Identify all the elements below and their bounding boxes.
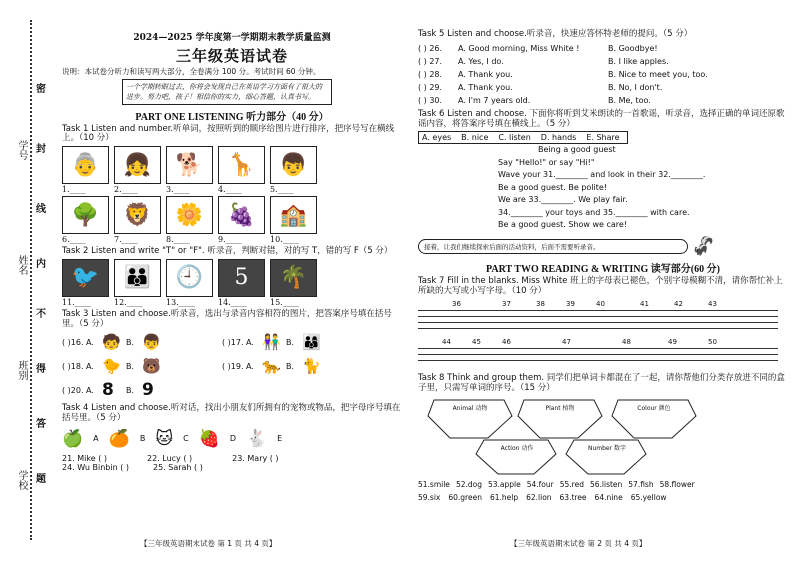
exam-note: 说明：本试卷分听力和读写两大部分，全卷满分 100 分。考试时间 60 分钟。: [62, 67, 321, 76]
number-eight: 8: [102, 380, 114, 401]
q18-b[interactable]: B.: [126, 361, 135, 371]
task3-row-20: [62, 380, 402, 400]
name-mary[interactable]: 23. Mary ( ): [232, 453, 279, 463]
blank-44[interactable]: 44: [442, 338, 451, 347]
panther-icon: 🐆: [262, 357, 281, 376]
q28-row: [418, 68, 788, 81]
letter-c: C: [183, 434, 189, 444]
answer-5[interactable]: 5.____: [270, 185, 294, 195]
word-60: 60.green: [448, 492, 482, 502]
seal-char-2: 封: [36, 144, 46, 155]
bear-icon: 🐻: [142, 357, 161, 376]
word-54: 54.four: [526, 479, 554, 489]
line-5: [418, 348, 778, 349]
giraffe-picture: 🦒: [218, 146, 265, 184]
answer-1[interactable]: 1.____: [62, 185, 86, 195]
line-6: [418, 354, 778, 355]
grandma-picture: 👵: [62, 146, 109, 184]
bird-icon: 🐤: [102, 357, 121, 376]
word-56: 56.listen: [589, 479, 623, 489]
word-51: 51.smile: [418, 479, 450, 489]
part-one-title: PART ONE LISTENING 听力部分（40 分）: [135, 111, 329, 123]
fruit-picture: 🍇: [218, 196, 265, 234]
name-lucy[interactable]: 22. Lucy ( ): [147, 453, 193, 463]
blank-42[interactable]: 42: [674, 300, 683, 309]
option-share: E. Share: [586, 133, 620, 143]
q29-option-a: A. Thank you.: [458, 82, 513, 92]
q26-option-a: A. Good morning, Miss White !: [458, 43, 580, 53]
field-school: 学校: [16, 470, 27, 490]
task6-options: [418, 131, 628, 144]
speech-bubble: 接着，让我们继续探索后面的活动资料，后面不需要听录音。: [418, 239, 688, 254]
name-mike[interactable]: 21. Mike ( ): [62, 453, 107, 463]
q28-option-a: A. Thank you.: [458, 69, 513, 79]
q19[interactable]: ( )19. A.: [222, 361, 254, 371]
box-colour-label: Colour 颜色: [637, 404, 671, 412]
task8-label: Task 8 Think and group them. 同学们把单词卡都混在了一起，请你帮他们分类存放进不同的盒子里，只需写单词的序号。（15 分）: [418, 373, 785, 394]
number-five-picture: 5: [218, 259, 265, 297]
bubble-row: [418, 236, 788, 257]
task3-row-16-17: [62, 332, 402, 352]
cat-picture-icon: 🐱: [155, 428, 174, 449]
name-wu-binbin[interactable]: 24. Wu Binbin ( ): [62, 462, 129, 472]
task2-nums: [62, 298, 402, 307]
blank-38[interactable]: 38: [536, 300, 545, 309]
poem-line-3: Be a good guest. Be polite!: [498, 182, 607, 192]
task6-label: Task 6 Listen and choose. 下面你将听到艾米朗读的一首歌谣，听录音，选择正确的单词还原歌谣内容，将答案序号填在横线上。（5 分）: [418, 108, 785, 129]
blank-49[interactable]: 49: [668, 338, 677, 347]
footer-page-2: 【三年级英语期末试卷 第 2 页 共 4 页】: [510, 539, 647, 548]
word-63: 63.tree: [559, 492, 587, 502]
q26-number[interactable]: ( ) 26.: [418, 43, 443, 53]
q26-row: [418, 42, 788, 55]
letter-b: B: [139, 434, 146, 444]
task4-names-row2: [62, 463, 402, 472]
task1-row1: [62, 146, 402, 184]
seal-char-8: 题: [36, 474, 46, 485]
blank-40[interactable]: 40: [596, 300, 605, 309]
box-animal-label: Animal 动物: [452, 404, 488, 412]
answer-11[interactable]: 11.____: [62, 297, 91, 307]
seal-char-6: 得: [36, 364, 46, 375]
flower-picture: 🌼: [166, 196, 213, 234]
blank-46[interactable]: 46: [502, 338, 511, 347]
poem-line-2[interactable]: Wave your 31.________ and look in their 32.________.: [498, 170, 706, 180]
poem-title: Being a good guest: [538, 145, 616, 155]
field-name: 姓名: [16, 255, 27, 275]
clock-picture: 🕘: [166, 259, 213, 297]
q28-option-b: B. Nice to meet you, too.: [608, 69, 708, 79]
field-student-id: 学号: [16, 140, 27, 160]
blank-36[interactable]: 36: [452, 300, 461, 309]
word-55: 55.red: [559, 479, 584, 489]
line-1: [418, 310, 778, 311]
word-row-1: [418, 478, 788, 491]
q18[interactable]: ( )18. A.: [62, 361, 94, 371]
task1-row1-nums: [62, 185, 402, 194]
answer-9[interactable]: 9.____: [218, 235, 242, 245]
word-64: 64.nine: [594, 492, 623, 502]
people-picture: 👪: [114, 259, 161, 297]
poem-line-6: Be a good guest. Show we care!: [498, 220, 628, 230]
dog-picture: 🐕: [166, 146, 213, 184]
alphabet-lines-2: [418, 338, 778, 372]
task5-label: Task 5 Listen and choose.听录音，快速应答怀特老师的提问。（5 分）: [418, 29, 693, 39]
word-53: 53.apple: [487, 479, 521, 489]
cat-icon: 🐈: [302, 357, 321, 376]
q27-option-b: B. I like apples.: [608, 56, 669, 66]
q17-b[interactable]: B.: [286, 337, 295, 347]
answer-8[interactable]: 8.____: [166, 235, 190, 245]
boy-picture: 👦: [270, 146, 317, 184]
tree-picture: 🌳: [62, 196, 109, 234]
q30-option-b: B. Me, too.: [608, 95, 651, 105]
word-52: 52.dog: [455, 479, 482, 489]
q20-b[interactable]: B.: [126, 385, 135, 395]
q27-option-a: A. Yes, I do.: [458, 56, 504, 66]
fruit-icon: 🍓: [198, 428, 220, 449]
q27-row: [418, 55, 788, 68]
blank-45[interactable]: 45: [472, 338, 481, 347]
seal-char-1: 密: [36, 84, 46, 95]
page-two: [418, 30, 788, 504]
word-row-2: [418, 491, 788, 504]
q29-number[interactable]: ( ) 29.: [418, 82, 443, 92]
answer-10[interactable]: 10.____: [270, 235, 299, 245]
blank-48[interactable]: 48: [622, 338, 631, 347]
line-3: [418, 322, 778, 323]
task3-label: Task 3 Listen and choose.听录音，选出与录音内容相符的图片，把答案序号填在括号里。（5 分）: [62, 308, 392, 329]
q29-option-b: B. No, I don't.: [608, 82, 663, 92]
line-7: [418, 360, 778, 361]
apple-icon: 🍏: [62, 428, 84, 449]
part-two-title: PART TWO READING & WRITING 读写部分(60 分): [486, 263, 720, 275]
option-hands: D. hands: [540, 133, 577, 143]
q30-number[interactable]: ( ) 30.: [418, 95, 443, 105]
poem-line-4[interactable]: We are 33.________. We play fair.: [498, 195, 628, 205]
box-number-label: Number 数字: [587, 444, 626, 452]
family-icon: 👨‍👩‍👦: [302, 333, 321, 352]
q28-number[interactable]: ( ) 28.: [418, 69, 443, 79]
seal-char-3: 线: [36, 204, 46, 215]
word-61: 61.help: [489, 492, 519, 502]
q27-number[interactable]: ( ) 27.: [418, 56, 443, 66]
blank-50[interactable]: 50: [708, 338, 717, 347]
task7-label: Task 7 Fill in the blanks. Miss White 班上的字母表已褪色，个别字母模糊不清，请你帮忙补上所缺的大写或小写字母。（10 分）: [418, 275, 783, 296]
q26-option-b: B. Goodbye!: [608, 43, 658, 53]
girl-picture: 👧: [114, 146, 161, 184]
q19-b[interactable]: B.: [286, 361, 295, 371]
footer-page-1: 【三年级英语期末试卷 第 1 页 共 4 页】: [140, 539, 277, 548]
orange-icon: 🍊: [108, 428, 130, 449]
answer-7[interactable]: 7.____: [114, 235, 138, 245]
line-4: [418, 328, 778, 329]
group-boxes: [418, 394, 788, 478]
q20[interactable]: ( )20. A.: [62, 385, 94, 395]
word-62: 62.lion: [526, 492, 552, 502]
option-listen: C. listen: [498, 133, 531, 143]
letter-e: E: [277, 434, 283, 444]
answer-4[interactable]: 4.____: [218, 185, 242, 195]
poem-line-1: Say "Hello!" or say "Hi!": [498, 157, 595, 167]
seal-char-7: 答: [36, 419, 46, 430]
answer-14[interactable]: 14.____: [218, 297, 247, 307]
number-nine: 9: [142, 380, 154, 401]
answer-3[interactable]: 3.____: [166, 185, 190, 195]
word-65: 65.yellow: [630, 492, 667, 502]
line-2: [418, 316, 778, 317]
box-plant-label: Plant 植物: [545, 404, 575, 412]
song-poem: [498, 144, 788, 232]
task1-row2: [62, 196, 402, 234]
blank-47[interactable]: 47: [562, 338, 571, 347]
exam-title: 三年级英语试卷: [175, 47, 288, 65]
task4-names-row1: [62, 454, 402, 463]
name-sarah[interactable]: 25. Sarah ( ): [152, 462, 203, 472]
alphabet-lines: [418, 302, 778, 336]
task4-label: Task 4 Listen and choose.听对话，找出小朋友们所拥有的宠物或物品，把字母序号填在括号里。（5 分）: [62, 403, 401, 424]
seal-char-4: 内: [36, 259, 46, 270]
kid-icon: 👦: [142, 333, 161, 352]
school-picture: 🏫: [270, 196, 317, 234]
forest-picture: 🌴: [270, 259, 317, 297]
seal-char-5: 不: [36, 309, 46, 320]
q16[interactable]: ( )16. A.: [62, 337, 94, 347]
word-57: 57.fish: [628, 479, 654, 489]
answer-2[interactable]: 2.____: [114, 185, 138, 195]
q16-b[interactable]: B.: [126, 337, 135, 347]
binding-strip: [0, 0, 60, 561]
q29-row: [418, 81, 788, 94]
task5-list: [418, 42, 788, 107]
poem-line-5[interactable]: 34.________ your toys and 35.________ with care.: [498, 207, 690, 217]
task1-label: Task 1 Listen and number.听单词，按照听到的顺序给图片进行排序，把序号写在横线上。（10 分）: [62, 123, 395, 144]
task3-row-18-19: [62, 356, 402, 376]
word-cards: [418, 478, 788, 504]
birds-picture: 🐦: [62, 259, 109, 297]
answer-13[interactable]: 13.____: [166, 297, 195, 307]
task2-row: [62, 259, 402, 297]
option-nice: B. nice: [461, 133, 489, 143]
child-icon: 🧒: [102, 333, 121, 352]
letter-d: D: [229, 434, 236, 444]
skunk-icon: 🦨: [692, 235, 715, 257]
option-eyes: A. eyes: [422, 133, 452, 143]
task4-pictures: [62, 426, 402, 452]
answer-12[interactable]: 12.____: [114, 297, 143, 307]
answer-6[interactable]: 6.____: [62, 235, 86, 245]
page-one: [62, 30, 402, 472]
perforation-line: [30, 20, 32, 540]
blank-37[interactable]: 37: [502, 300, 511, 309]
q17[interactable]: ( )17. A.: [222, 337, 254, 347]
blank-41[interactable]: 41: [640, 300, 649, 309]
lion-picture: 🦁: [114, 196, 161, 234]
answer-15[interactable]: 15.____: [270, 297, 299, 307]
exam-line: 2024—2025 学年度第一学期期末教学质量监测: [133, 33, 331, 43]
pair-icon: 👫: [262, 333, 281, 352]
box-action-label: Action 动作: [500, 444, 534, 452]
word-58: 58.flower: [659, 479, 695, 489]
reminder-box: 一个学期转眼过去，你将会发现自己在英语学习方面有了很大的进步。努力吧，孩子！相信你的实力，细心答题，认真书写。: [122, 79, 332, 105]
blank-43[interactable]: 43: [708, 300, 717, 309]
field-class: 班别: [16, 360, 27, 380]
q30-option-a: A. I'm 7 years old.: [458, 95, 531, 105]
task2-label: Task 2 Listen and write "T" or "F". 听录音，判断对错，对的写 T，错的写 F（5 分）: [62, 246, 393, 257]
blank-39[interactable]: 39: [566, 300, 575, 309]
letter-a: A: [93, 434, 99, 444]
q30-row: [418, 94, 788, 107]
task1-row2-nums: [62, 235, 402, 244]
word-59: 59.six: [418, 492, 441, 502]
rabbit-icon: 🐇: [246, 428, 268, 449]
